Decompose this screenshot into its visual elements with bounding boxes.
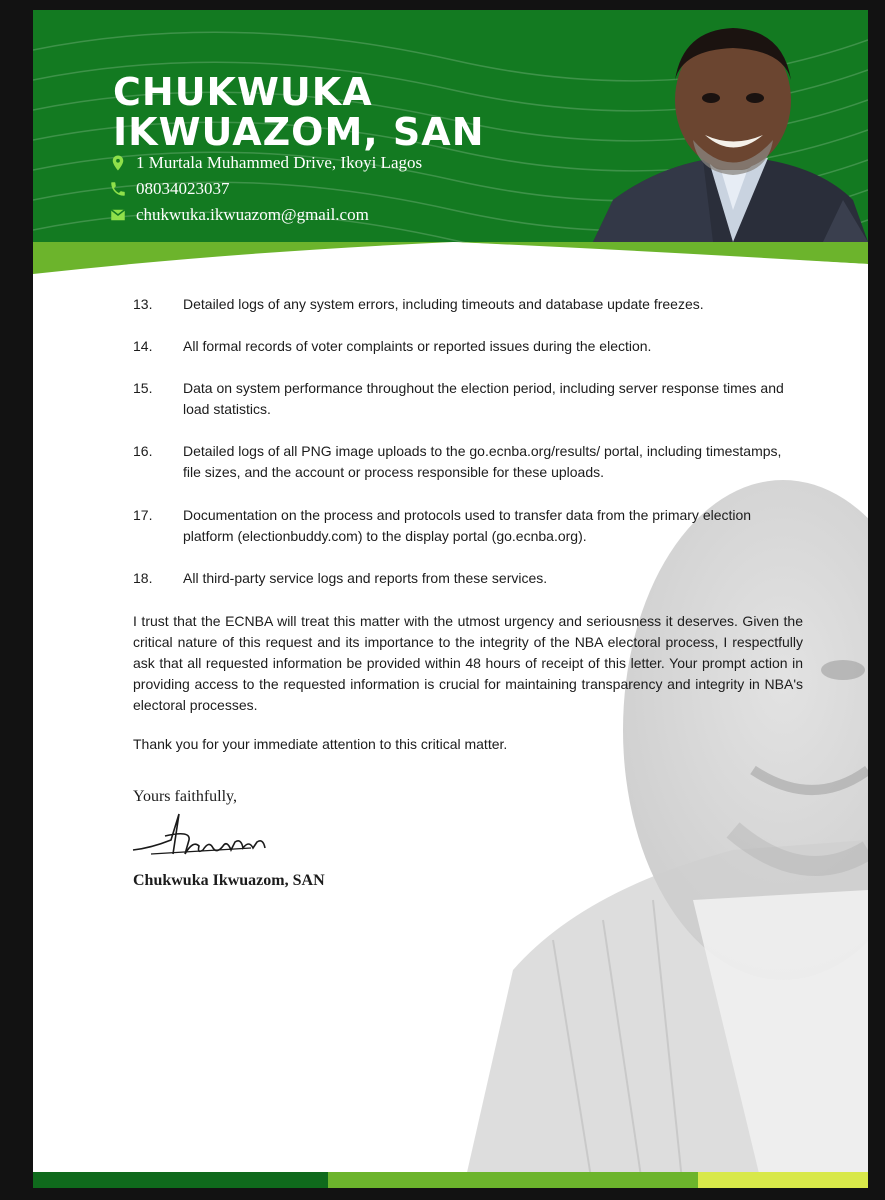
letter-page [33,10,868,1188]
email-row [109,205,369,225]
item-text: All third-party service logs and reports from these services. [183,570,548,586]
header-accent-band [33,242,868,274]
item-text: Data on system performance throughout the election period, including server response times and load statistics. [183,380,784,417]
item-number: 14. [133,338,153,354]
footer-segment [698,1172,868,1188]
envelope-icon [109,206,127,224]
urgency-paragraph: I trust that the ECNBA will treat this matter with the utmost urgency and seriousness it deserves. Given the critical nature of this request and its importance to the integrity of the NBA electoral process, I respectfully ask that all requested information be provided within 48 hours of receipt of this letter. Your prompt action in providing access to the requested information is crucial for maintaining transparency and integrity in NBA's electoral processes. [133,613,803,713]
item-text: All formal records of voter complaints or reported issues during the election. [183,338,652,354]
list-item [133,336,803,357]
item-text: Documentation on the process and protocols used to transfer data from the primary election platform (electionbuddy.com) to the display portal (go.ecnba.org). [183,507,752,544]
email-text: chukwuka.ikwuazom@gmail.com [136,205,369,224]
letterhead-header [33,10,868,242]
list-item [133,294,803,315]
letterhead-name: CHUKWUKA IKWUAZOM, SAN [113,70,485,154]
map-pin-icon [109,154,127,172]
list-item [133,441,803,483]
phone-icon [109,180,127,198]
item-number: 13. [133,296,153,312]
phone-row [109,179,230,199]
author-portrait [593,10,868,242]
list-item [133,505,803,547]
phone-text: 08034023037 [136,179,230,198]
footer-segment [33,1172,328,1188]
signature [131,810,291,860]
thanks-paragraph: Thank you for your immediate attention to this critical matter. [133,736,508,752]
address-row [109,153,422,173]
list-item [133,378,803,420]
item-number: 16. [133,443,153,459]
footer-bar [33,1172,868,1188]
item-text: Detailed logs of any system errors, including timeouts and database update freezes. [183,296,704,312]
salutation: Yours faithfully, [133,788,238,805]
item-number: 18. [133,570,153,586]
address-text: 1 Murtala Muhammed Drive, Ikoyi Lagos [136,153,423,172]
list-item [133,568,803,589]
signatory-name: Chukwuka Ikwuazom, SAN [133,872,325,889]
item-number: 15. [133,380,153,396]
item-number: 17. [133,507,153,523]
footer-segment [328,1172,698,1188]
item-text: Detailed logs of all PNG image uploads to the go.ecnba.org/results/ portal, including timestamps, file sizes, and the account or process responsible for these uploads. [183,443,782,480]
